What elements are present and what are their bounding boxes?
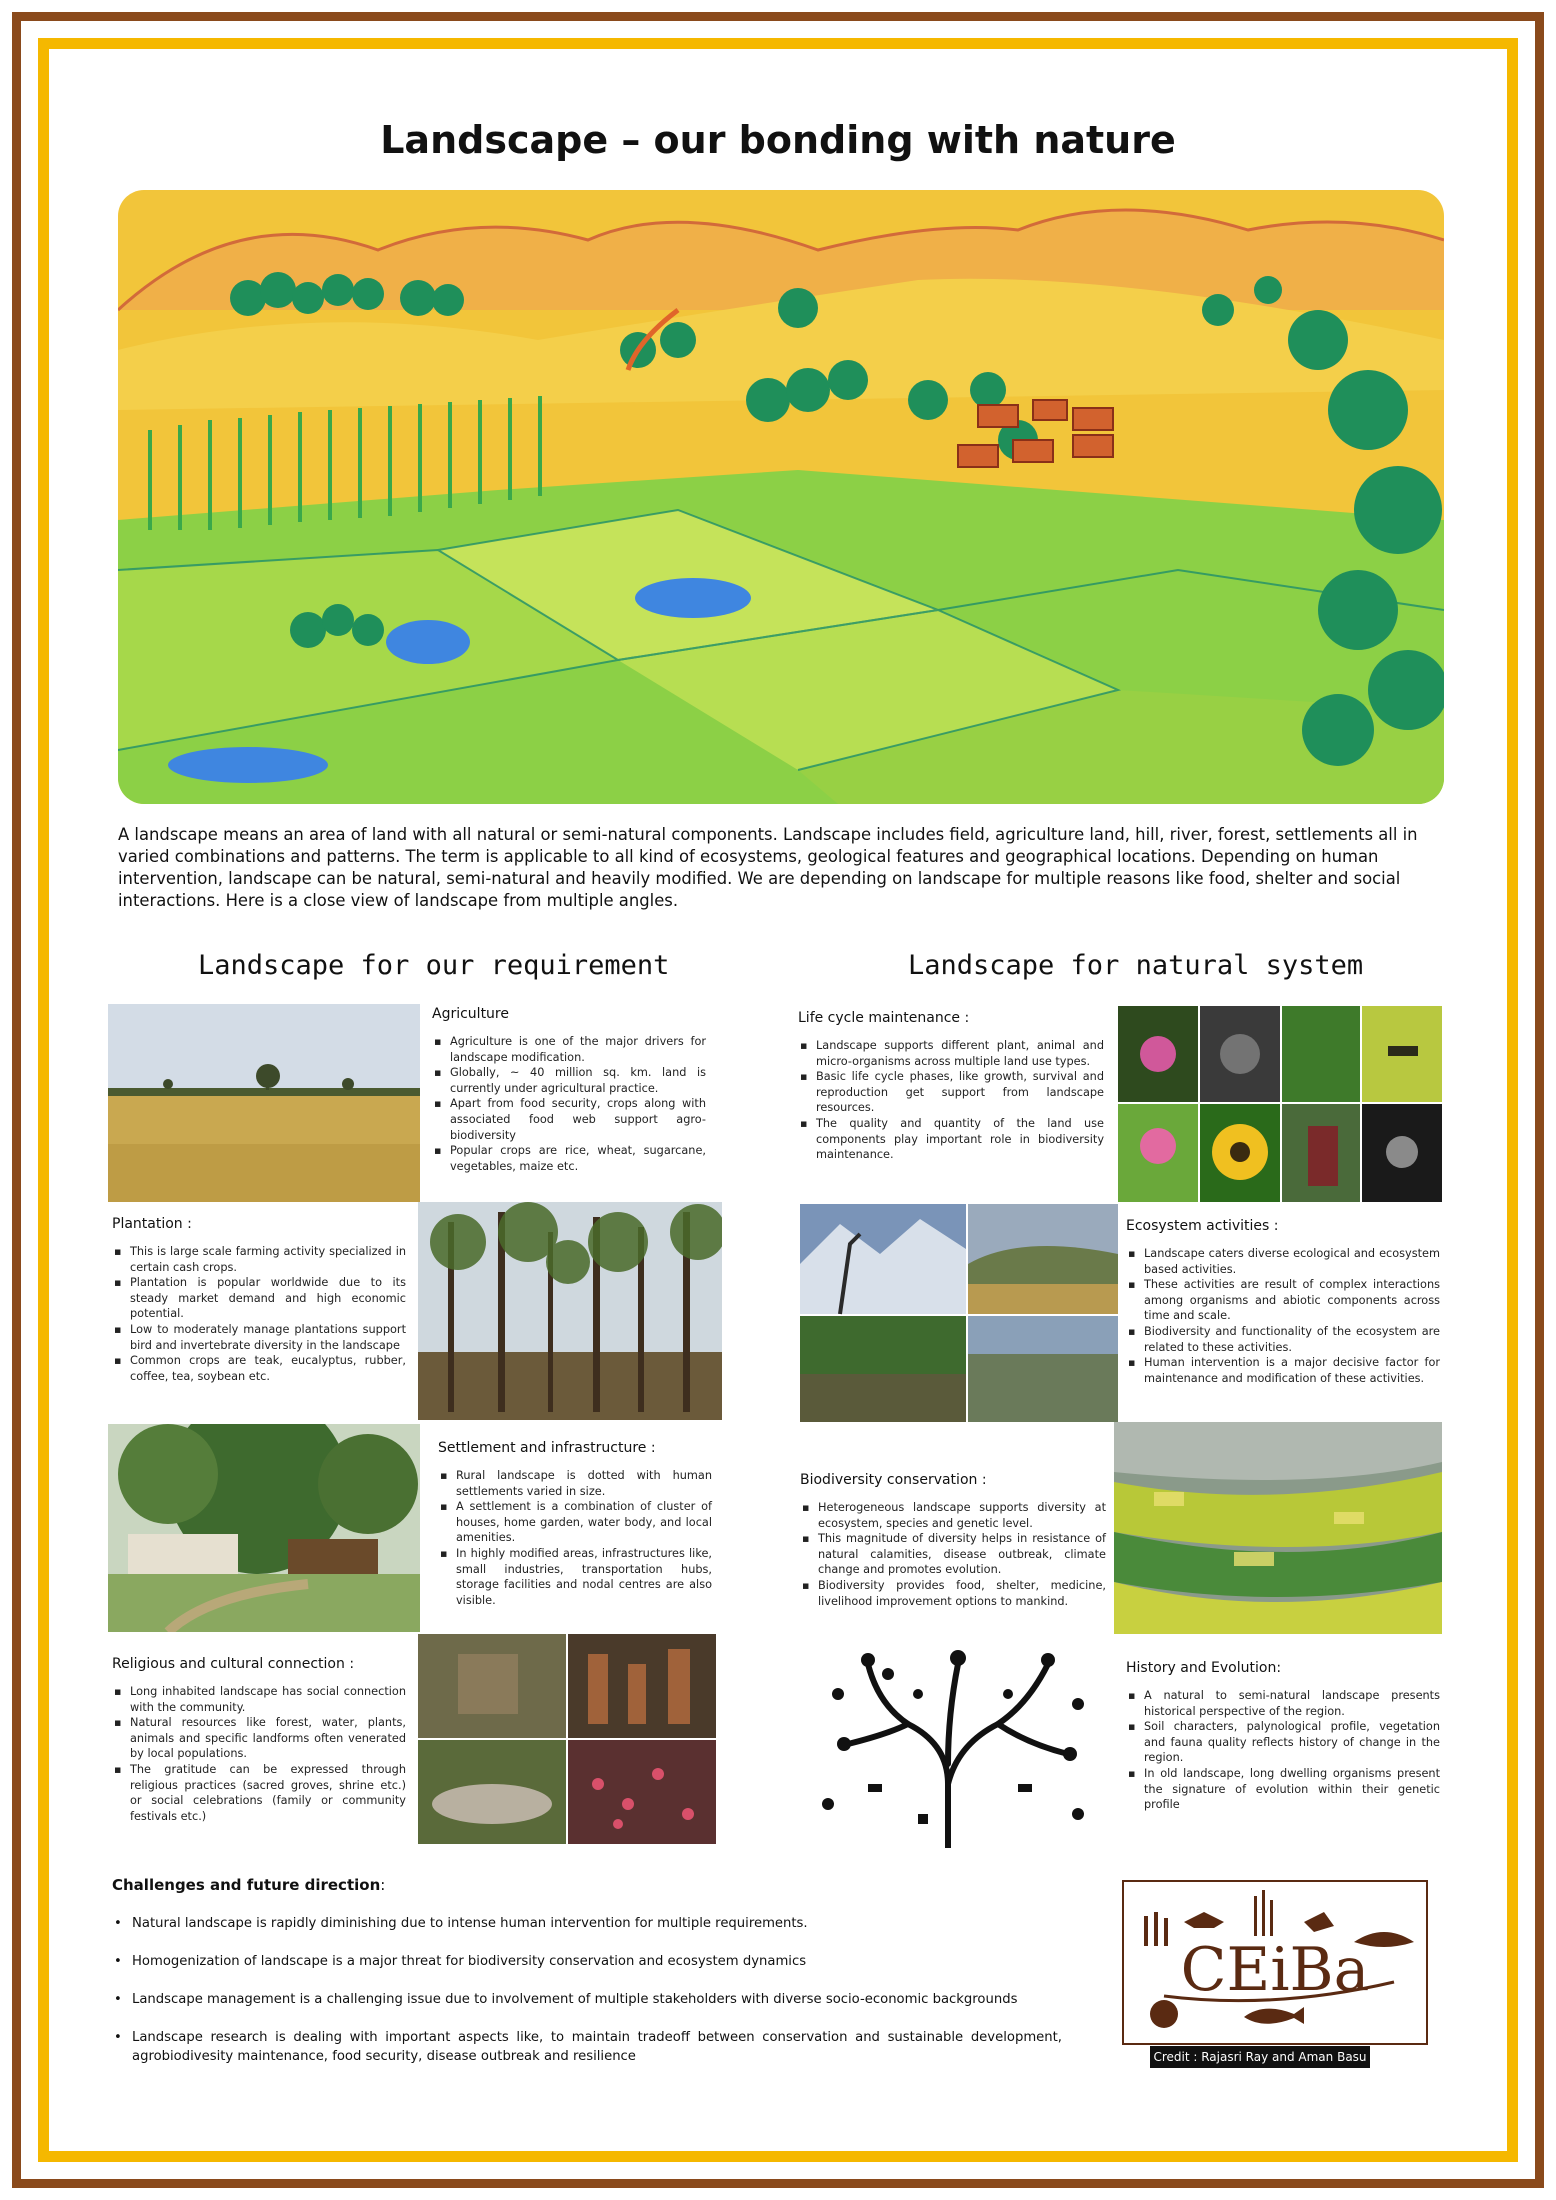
challenge-item: • Homogenization of landscape is a major threat for biodiversity conservation and ecosystem dynamics [112,1952,1062,1971]
religious-item: ▪ Long inhabited landscape has social connection with the community. [112,1684,406,1715]
challenges-section [112,1876,1062,2085]
plantation-block [112,1216,406,1384]
agriculture-block [432,1006,706,1174]
settlement-block [438,1440,712,1608]
credit-label: Credit : Rajasri Ray and Aman Basu [1150,2046,1370,2068]
agriculture-title: Agriculture [432,1006,509,1022]
agriculture-item: ▪ Popular crops are rice, wheat, sugarcane, vegetables, maize etc. [432,1143,706,1174]
intro-paragraph: A landscape means an area of land with all natural or semi-natural components. Landscape includes field, agriculture land, hill, river, forest, settlements all in varied combinations and patterns. The term is applicable to all kind of ecosystems, geological features and geographical locations. Depending on human intervention, landscape can be natural, semi-natural and heavily modified. We are depending on landscape for multiple reasons like food, shelter and social interactions. Here is a close view of landscape from multiple angles. [118,825,1418,910]
lifecycle-item: ▪ The quality and quantity of the land use components play important role in biodiversity maintenance. [798,1116,1104,1163]
biodiversity-item: ▪ Heterogeneous landscape supports diversity at ecosystem, species and genetic level. [800,1500,1106,1531]
plantation-item: ▪ Low to moderately manage plantations support bird and invertebrate diversity in the landscape [112,1322,406,1353]
agriculture-item: ▪ Globally, ~ 40 million sq. km. land is currently under agricultural practice. [432,1065,706,1096]
biodiversity-title: Biodiversity conservation : [800,1472,987,1488]
religious-item: ▪ The gratitude can be expressed through religious practices (sacred groves, shrine etc.) or social celebrations (family or community festivals etc.) [112,1762,406,1824]
lifecycle-title: Life cycle maintenance : [798,1010,970,1026]
agriculture-item: ▪ Agriculture is one of the major drivers for landscape modification. [432,1034,706,1065]
settlement-item: ▪ Rural landscape is dotted with human settlements varied in size. [438,1468,712,1499]
lifecycle-block [798,1010,1104,1163]
right-column-heading: Landscape for natural system [908,950,1364,981]
plantation-item: ▪ This is large scale farming activity specialized in certain cash crops. [112,1244,406,1275]
settlement-photo [108,1424,420,1632]
settlement-item: ▪ In highly modified areas, infrastructures like, small industries, transportation hubs, storage facilities and nodal centres are also visible. [438,1546,712,1608]
religious-block [112,1656,406,1824]
ecosystem-item: ▪ Landscape caters diverse ecological and ecosystem based activities. [1126,1246,1440,1277]
ecosystem-title: Ecosystem activities : [1126,1218,1279,1234]
lifecycle-item: ▪ Landscape supports different plant, animal and micro-organisms across multiple land use types. [798,1038,1104,1069]
plantation-photo [418,1202,722,1420]
history-block [1126,1660,1440,1813]
plantation-title: Plantation : [112,1216,192,1232]
challenge-item: • Landscape research is dealing with important aspects like, to maintain tradeoff between conservation and sustainable development, agrobiodivesity maintenance, food security, disease outbreak and resilience [112,2028,1062,2066]
ceiba-logo [1122,1880,1428,2045]
history-item: ▪ A natural to semi-natural landscape presents historical perspective of the region. [1126,1688,1440,1719]
settlement-item: ▪ A settlement is a combination of cluster of houses, home garden, water body, and local amenities. [438,1499,712,1546]
ecosystem-photo-collage [800,1204,1118,1422]
biodiversity-block [800,1472,1106,1609]
biodiversity-item: ▪ This magnitude of diversity helps in resistance of natural calamities, disease outbreak, climate change and promotes evolution. [800,1531,1106,1578]
plantation-item: ▪ Plantation is popular worldwide due to its steady market demand and high economic potential. [112,1275,406,1322]
religious-item: ▪ Natural resources like forest, water, plants, animals and specific landforms often venerated by local populations. [112,1715,406,1762]
history-title: History and Evolution: [1126,1660,1282,1676]
history-item: ▪ In old landscape, long dwelling organisms present the signature of evolution within their genetic profile [1126,1766,1440,1813]
settlement-title: Settlement and infrastructure : [438,1440,656,1456]
history-item: ▪ Soil characters, palynological profile, vegetation and fauna quality reflects history of change in the region. [1126,1719,1440,1766]
challenges-title: Challenges and future direction [112,1876,381,1894]
evolution-tree-illustration [808,1634,1102,1848]
logo-wordmark: CEiBa [1180,1935,1370,2005]
landscape-illustration [118,190,1444,804]
biodiversity-item: ▪ Biodiversity provides food, shelter, medicine, livelihood improvement options to mankind. [800,1578,1106,1609]
ecosystem-item: ▪ Biodiversity and functionality of the ecosystem are related to these activities. [1126,1324,1440,1355]
agriculture-photo [108,1004,420,1202]
terraced-fields-photo [1114,1422,1442,1634]
poster-title: Landscape – our bonding with nature [380,118,1176,162]
challenge-item: • Landscape management is a challenging issue due to involvement of multiple stakeholders with diverse socio-economic backgrounds [112,1990,1062,2009]
lifecycle-item: ▪ Basic life cycle phases, like growth, survival and reproduction get support from landscape resources. [798,1069,1104,1116]
challenge-item: • Natural landscape is rapidly diminishing due to intense human intervention for multiple requirements. [112,1914,1062,1933]
agriculture-item: ▪ Apart from food security, crops along with associated food web support agro-biodiversity [432,1096,706,1143]
ecosystem-item: ▪ Human intervention is a major decisive factor for maintenance and modification of these activities. [1126,1355,1440,1386]
religious-photo-collage [418,1634,716,1844]
lifecycle-photo-collage [1118,1006,1442,1202]
ecosystem-item: ▪ These activities are result of complex interactions among organisms and abiotic components across time and scale. [1126,1277,1440,1324]
ecosystem-block [1126,1218,1440,1386]
plantation-item: ▪ Common crops are teak, eucalyptus, rubber, coffee, tea, soybean etc. [112,1353,406,1384]
challenges-colon: : [380,1876,386,1894]
challenges-heading [112,1876,1062,1894]
religious-title: Religious and cultural connection : [112,1656,355,1672]
left-column-heading: Landscape for our requirement [198,950,670,981]
